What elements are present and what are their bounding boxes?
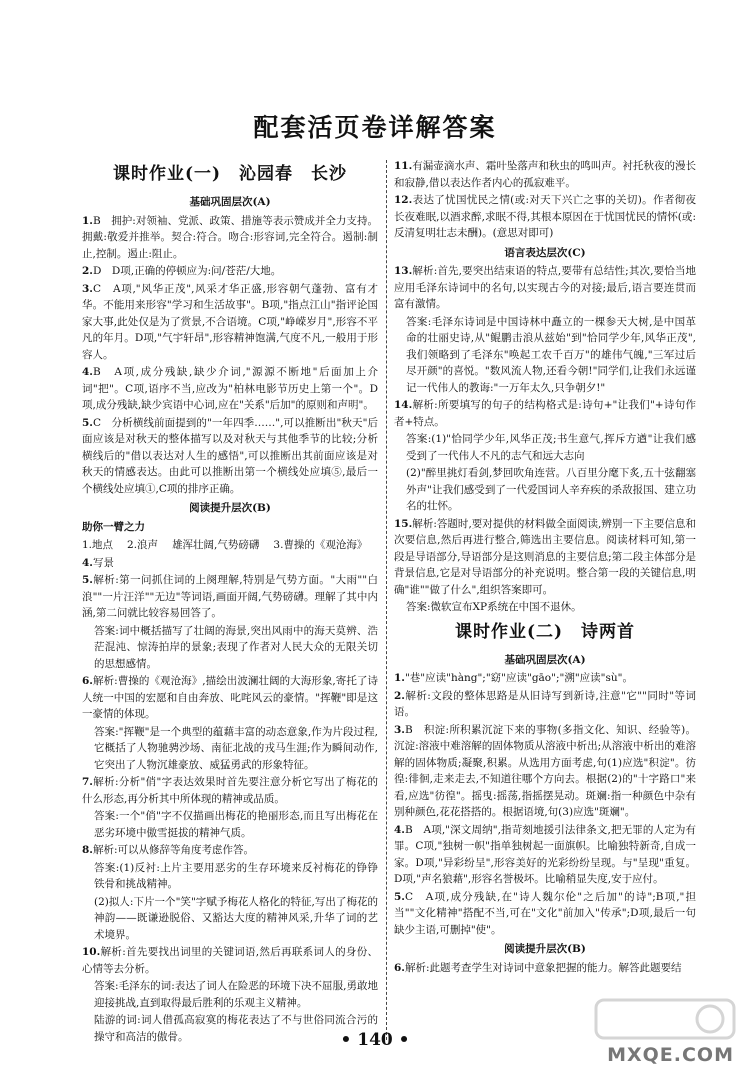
answer-item: [82, 894, 378, 944]
item-text: C 分析横线前面提到的"一年四季……",可以推断出"秋天"后面应该是对秋天的整体描写以及对秋天与其他季节的比较;分析横线后的"借以表达对人生的感悟",可以推断出其前面应该是对秋天的情感表达。由此可以推断出第一个横线处应填⑤,最后一个横线处应填①,C项的排序正确。: [82, 416, 378, 495]
item-text: 写景: [92, 556, 114, 569]
item-text: 答案:(1)反衬:上片主要用恶劣的生存环境来反衬梅花的铮铮铁骨和挑战精神。: [94, 861, 378, 890]
column-divider: [386, 160, 387, 1040]
item-number: 6.: [82, 675, 93, 687]
item-text: 陆游的词:词人借孤高寂寞的梅花表达了不与世俗同流合污的操守和高洁的傲骨。: [94, 1014, 378, 1043]
item-number: 4.: [394, 823, 405, 836]
answer-item: [82, 281, 378, 364]
answer-item: [394, 465, 696, 515]
answer-item: [394, 599, 696, 616]
item-text: D D项,正确的停顿应为:问/苍茫/大地。: [92, 265, 282, 277]
answer-item: [394, 192, 696, 242]
item-text: (2)"醉里挑灯看剑,梦回吹角连营。八百里分麾下炙,五十弦翻塞外声"让我们感受到了一代爱国词人辛弃疾的杀敌报国、建立功名的壮怀。: [406, 467, 696, 512]
help-answer: 雄浑壮阔,气势磅礴: [172, 539, 260, 551]
item-number: 15.: [394, 517, 413, 530]
item-text: 答案:一个"俏"字不仅描画出梅花的艳丽形态,而且写出梅花在恶劣环境中傲雪挺拔的精神气质。: [94, 810, 378, 839]
item-text: 答案:(1)"恰同学少年,风华正茂;书生意气,挥斥方遒"让我们感受到了一代伟人不凡的志气和远大志向: [406, 433, 696, 462]
help-answer: 2.浪声: [127, 539, 159, 551]
item-number: 2.: [82, 265, 93, 277]
item-number: 5.: [82, 416, 93, 429]
answer-item: [82, 860, 378, 893]
answer-item: [82, 944, 378, 977]
page-title: 配套活页卷详解答案: [253, 113, 497, 142]
item-number: 8.: [82, 844, 93, 856]
item-number: 14.: [394, 399, 413, 411]
item-text: 表达了忧国忧民之情(或:对天下兴亡之事的关切)。作者彻夜长夜难眠,以酒求醉,求眠不得,其根本原因在于忧国忧民的情怀(或:反清复明壮志未酬)。(意思对即可): [394, 194, 696, 239]
item-number: 7.: [82, 776, 93, 788]
item-number: 3.: [394, 723, 405, 736]
item-text: 解析:所要填写的句子的结构格式是:诗句+"让我们"+诗句作者+特点。: [394, 399, 696, 428]
item-text: C A项,成分残缺,在"诗人魏尔伦"之后加"的诗";B项,"担当""文化精神"搭配不当,可在"文化"前加入"传承";D项,最后一句缺少主语,可删掉"使"。: [394, 890, 696, 936]
item-text: 解析:分析"俏"字表达效果时首先要注意分析它写出了梅花的什么形态,再分析其中所体现的精神或品质。: [82, 776, 378, 805]
item-text: B A项,"深文周纳",指苛刻地援引法律条文,把无罪的人定为有罪。C项,"独树一帜"指单独树起一面旗帜。比喻独特新奇,自成一家。D项,"异彩纷呈",形容美好的光彩纷纷呈现。与"呈现"重复。D项,"声名狼藉",形容名誉极坏。比喻稍显失度,安于应付。: [394, 823, 696, 885]
item-text: C A项,"风华正茂",风采才华正盛,形容朝气蓬勃、富有才华。不能用来形容"学习和生活故事"。B项,"指点江山"指评论国家大事,此处仅是为了赏景,不合语境。C项,"峥嵘岁月",形容不平凡的年月。D项,"气宇轩昂",形容精神饱满,气度不凡,一般用于形容人。: [82, 282, 378, 361]
answer-item: [394, 889, 696, 939]
answer-item: [394, 314, 696, 397]
item-text: 有漏壶滴水声、霜叶坠落声和秋虫的鸣叫声。衬托秋夜的漫长和寂静,借以表达作者内心的孤寂难平。: [394, 160, 696, 189]
answer-item: [82, 364, 378, 414]
answer-item: [394, 722, 696, 821]
answer-item: [82, 623, 378, 673]
item-text: B A项,成分残缺,缺少介词,"源源不断地"后面加上介词"把"。C项,语序不当,应改为"柏林电影节历史上第一个"。D项,成分残缺,缺少宾语中心词,应在"关系"后加"的原则和声明"。: [82, 366, 378, 411]
tier-basic-heading: 基础巩固层次(A): [189, 196, 271, 208]
answer-item: [82, 774, 378, 807]
answer-item: [394, 688, 696, 721]
answer-item: [82, 555, 378, 572]
item-number: 4.: [82, 366, 93, 378]
answer-item: [82, 213, 378, 263]
answer-item: [394, 431, 696, 464]
item-text: B 积淀:所积累沉淀下来的事物(多指文化、知识、经验等)。沉淀:溶液中难溶解的固体物质从溶液中析出;从溶液中析出的难溶解的固体物质;凝聚,积累。从选用方面考虑,句(1)应选"积淀"。彷徨:徘徊,走来走去,不知道往哪个方向去。根据(2)的"十字路口"来看,应选"彷徨"。摇曳:摇荡,指摇摆晃动。斑斓:指一种颜色中杂有别种颜色,花花搭搭的。根据语境,句(3)应选"斑斓"。: [394, 723, 696, 818]
lesson-2-title: 课时作业(二) 诗两首: [454, 621, 636, 642]
item-text: 答案:毛泽东的词:表达了词人在险恶的环境下决不屈服,勇敢地迎接挑战,直到取得最后胜利的乐观主义精神。: [94, 980, 378, 1009]
item-number: 11.: [394, 160, 413, 172]
item-number: 3.: [82, 282, 93, 295]
help-answer: 1.地点: [82, 539, 114, 551]
item-text: "巷"应读"hàng";"窈"应读"gāo";"溯"应读"sù"。: [404, 672, 633, 684]
answer-item: [82, 842, 378, 859]
answer-item: [394, 670, 696, 687]
answer-item: [82, 978, 378, 1011]
help-subheading: 助你一臂之力: [82, 520, 145, 533]
item-text: 答案:"挥鞭"是一个典型的蕴藉丰富的动态意象,作为片段过程,它概括了人物驰骋沙场、南征北战的戎马生涯;作为瞬间动作,它突出了人物沉雄豪放、威猛勇武的形象特征。: [94, 725, 378, 771]
tier-reading-heading: 阅读提升层次(B): [189, 502, 271, 514]
item-number: 1.: [394, 672, 405, 684]
answer-item: [394, 158, 696, 191]
answer-item: [82, 808, 378, 841]
answer-item: [82, 724, 378, 774]
item-number: 4.: [82, 556, 93, 569]
item-text: 解析:首先要找出词里的关键词语,然后再联系词人的身份、心情等去分析。: [82, 946, 378, 975]
answer-item: [394, 822, 696, 888]
item-number: 5.: [394, 890, 405, 903]
item-text: 解析:首先,要突出结束语的特点,要带有总结性;其次,要恰当地应用毛泽东诗词中的名句,以实现古今的对接;最后,语言要连贯而富有激情。: [394, 265, 696, 310]
page-number: • 140 •: [340, 1030, 410, 1050]
item-number: 13.: [394, 265, 413, 277]
answer-item: [394, 397, 696, 430]
tier-basic-heading-2: 基础巩固层次(A): [504, 653, 586, 666]
lesson-1-title: 课时作业(一) 沁园春 长沙: [112, 164, 348, 184]
item-text: 解析:答题时,要对提供的材料做全面阅读,辨别一下主要信息和次要信息,然后再进行整合,筛选出主要信息。阅读材料可知,第一段是导语部分,导语部分是这则消息的主要信息;第二段主体部分是背景信息,它是对导语部分的补充说明。整合第一段的关键信息,明确"谁""做了什么",组织答案即可。: [394, 517, 696, 596]
watermark-text: MXQE.COM: [607, 1044, 734, 1066]
answer-item: [82, 673, 378, 723]
item-number: 10.: [82, 946, 101, 958]
right-column: [394, 158, 696, 977]
item-text: B 拥护:对领袖、党派、政策、措施等表示赞成并全力支持。拥戴:敬爱并推举。契合:符合。吻合:形容词,完全符合。遏制:制止,控制。遏止:阻止。: [82, 214, 378, 260]
item-number: 6.: [394, 961, 405, 974]
item-text: 解析:曹操的《观沧海》,描绘出波澜壮阔的大海形象,寄托了诗人统一中国的宏愿和自由奔放、叱咤风云的豪情。"挥鞭"即是这一豪情的体现。: [82, 675, 378, 720]
item-text: 解析:文段的整体思路是从旧诗写到新诗,注意"它""同时"等词语。: [394, 689, 696, 718]
help-answers: [82, 537, 378, 554]
answer-item: [394, 960, 696, 977]
answer-item: [82, 415, 378, 498]
item-text: 答案:词中概括描写了壮阔的海景,突出风雨中的海天莫辨、浩茫混沌、惊涛拍岸的景象;表现了作者对人民大众的无限关切的思想感情。: [94, 624, 378, 670]
answer-item: [394, 263, 696, 313]
item-number: 5.: [82, 574, 93, 586]
item-text: 解析:此题考查学生对诗词中意象把握的能力。解答此题要结: [404, 961, 682, 974]
item-text: 解析:可以从修辞等角度考虑作答。: [92, 844, 255, 856]
answer-item: [82, 263, 378, 280]
tier-language-heading: 语言表达层次(C): [504, 246, 586, 259]
help-answer: 3.曹操的《观沧海》: [273, 539, 368, 551]
item-text: (2)拟人:下片一个"笑"字赋予梅花人格化的特征,写出了梅花的神韵——既谦逊脱俗、又豁达大度的精神风采,升华了词的艺术境界。: [94, 895, 378, 941]
item-number: 1.: [82, 214, 93, 227]
answer-item: [82, 572, 378, 622]
item-text: 答案:微软宣布XP系统在中国不退休。: [406, 601, 582, 613]
item-number: 2.: [394, 689, 405, 702]
left-column: [82, 158, 378, 1046]
item-text: 答案:毛泽东诗词是中国诗林中矗立的一棵参天大树,是中国革命的壮丽史诗,从"鲲鹏击浪从兹始"到"恰同学少年,风华正茂",我们领略到了毛泽东"唤起工农千百万"的雄伟气魄,"三军过后尽开颜"的喜悦。"数风流人物,还看今朝!"同学们,让我们永远谨记一代伟人的教诲:"一万年太久,只争朝夕!": [406, 315, 696, 394]
answer-item: [394, 516, 696, 599]
item-number: 12.: [394, 194, 413, 206]
item-text: 解析:第一问抓住词的上阕理解,特别是气势方面。"大雨""白浪""一片汪洋""无边"等词语,画面开阔,气势磅礴。理解了其中内涵,第二问就比较容易回答了。: [82, 574, 378, 619]
tier-reading-heading-2: 阅读提升层次(B): [504, 943, 586, 955]
